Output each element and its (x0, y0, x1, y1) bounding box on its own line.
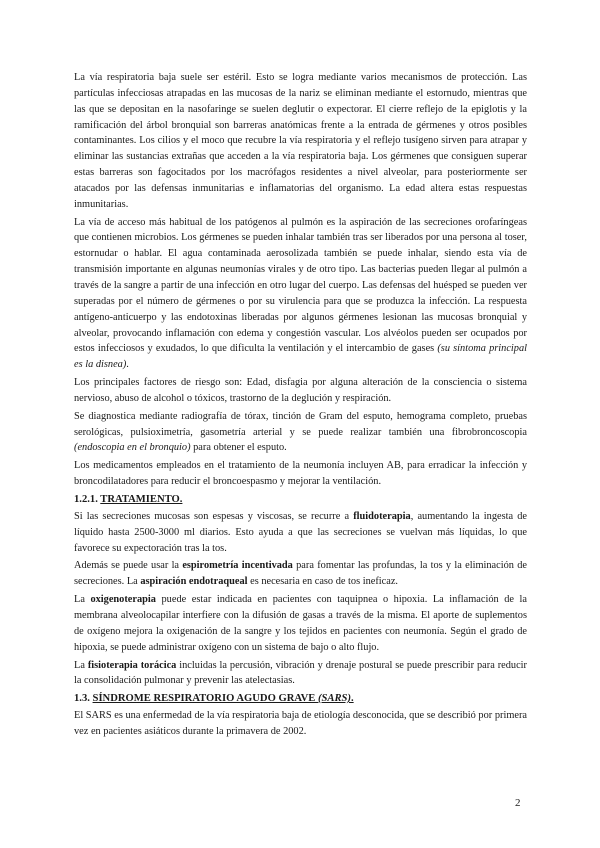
paragraph-oxigenoterapia (74, 592, 527, 655)
paragraph-risk-factors: Los principales factores de riesgo son: Edad, disfagia por alguna alteración de la consciencia o sistema nervioso, abuso de alcohol o tóxicos, trastorno de la deglución y respiración. (74, 377, 527, 404)
bold-term: aspiración endotraqueal (140, 576, 248, 588)
paragraph-text: Además se puede usar la (74, 560, 183, 572)
document-page (74, 70, 527, 742)
heading-title: TRATAMIENTO. (100, 493, 183, 505)
paragraph-medication: Los medicamentos empleados en el tratamiento de la neumonía incluyen AB, para erradicar la infección y broncodilatadores para reducir el broncoespasmo y mejorar la ventilación. (74, 460, 527, 488)
heading-number: 1.3. (74, 693, 93, 705)
paragraph-text: para obtener el esputo. (190, 442, 287, 454)
paragraph-sars: El SARS es una enfermedad de la vía respiratoria baja de etiología desconocida, que se describió por primera vez en pacientes asiáticos durante la primavera de 2002. (74, 710, 527, 738)
page-number: 2 (515, 797, 521, 809)
paragraph-fisioterapia (74, 658, 527, 690)
paragraph-text: incluidas la percusión, vibración y drenaje postural se puede prescribir para reducir la consolidación pulmonar y prevenir las atelectasias. (74, 659, 527, 687)
paragraph-text: La vía de acceso más habitual de los patógenos al pulmón es la aspiración de las secreciones orofaríngeas que contienen microbios. Los gérmenes se pueden inhalar también tras ser liberados por una persona al toser, estornudar o hablar. El agua contaminada aerosolizada también se puede inhalar, siendo esta vía de transmisión importante en algunas neumonías virales y de otro tipo. Las bacterias pueden llegar al pulmón a través de la sangre a partir de una infección en otro lugar del cuerpo. Las defensas del huésped se pueden ver superadas por el número de gérmenes o por su virulencia para que se produzca la infección. La respuesta antígeno-anticuerpo y las endotoxinas liberadas por algunos gérmenes lesionan las mucosas bronquial y alveolar, provocando inflamación con edema y congestión vascular. Los alvéolos pueden ser ocupados por estos infecciosos y exudados, lo que dificulta la ventilación y el intercambio de gases (74, 216, 527, 355)
heading-end: . (350, 693, 354, 705)
heading-title: SÍNDROME RESPIRATORIO AGUDO GRAVE (92, 693, 318, 705)
paragraph-text: Se diagnostica mediante radiografía de tórax, tinción de Gram del esputo, hemograma completo, pruebas serológicas, pulsioximetría, gasometría arterial y se puede realizar también una fibrobroncoscopia (74, 410, 527, 438)
paragraph-text: Si las secreciones mucosas son espesas y viscosas, se recurre a (74, 510, 354, 522)
italic-note: (endoscopia en el bronquio) (74, 442, 191, 454)
paragraph-diagnosis (74, 409, 527, 457)
heading-number: 1.2.1. (74, 493, 101, 505)
italic-note: (su síntoma principal es la disnea) (74, 343, 528, 371)
section-heading-sars (74, 691, 527, 707)
paragraph-defense-mechanisms: La vía respiratoria baja suele ser estéril. Esto se logra mediante varios mecanismos de protección. Las partículas infecciosas atrapadas en las mucosas de la nariz se eliminan mediante el estornudo, mientras que las que se depositan en la nasofaringe se suelen deglutir o expectorar. El cierre reflejo de la epiglotis y la ramificación del árbol bronquial son barreras anatómicas frente a la entrada de gérmenes y otros posibles contaminantes. Los cilios y el moco que recubre la vía respiratoria y el reflejo tusígeno sirven para atrapar y eliminar las sustancias extrañas que acceden a la vía respiratoria baja. Los gérmenes que consiguen superar estas barreras son fagocitados por los macrófagos residentes a nivel alveolar, para posteriormente ser atacados por las defensas inmunitarias e inflamatorias del organismo. La edad altera estas respuestas inmunitarias. (74, 72, 527, 210)
bold-term: espirometría incentivada (182, 560, 293, 572)
heading-abbreviation: (SARS) (318, 693, 351, 705)
bold-term: fluidoterapia (353, 510, 411, 522)
bold-term: oxigenoterapia (90, 594, 156, 606)
section-heading-tratamiento (74, 492, 527, 508)
paragraph-pathogen-access (74, 215, 527, 373)
paragraph-espirometria (74, 558, 527, 590)
paragraph-text: es necesaria en caso de tos ineficaz. (247, 576, 399, 588)
paragraph-text: para fomentar las profundas, la tos y la eliminación de secreciones. La (74, 560, 528, 588)
paragraph-fluidoterapia (74, 509, 527, 557)
paragraph-text: La (74, 594, 91, 606)
paragraph-text: , aumentando la ingesta de líquido hasta 2500-3000 ml diarios. Esto ayuda a que las secreciones se vuelvan más líquidas, lo que favorece su expectoración tras la tos. (74, 510, 527, 554)
paragraph-text: La (74, 659, 88, 671)
paragraph-text: puede estar indicada en pacientes con taquipnea o hipoxia. La inflamación de la membrana alveolocapilar interfiere con la difusión de gasas a través de la misma. El aporte de suplementos de oxígeno mejora la oxigenación de la sangre y los tejidos en pacientes con neumonía. Según el grado de hipoxia, se puede administrar oxígeno con un sistema de bajo o alto flujo. (74, 594, 527, 653)
bold-term: fisioterapia torácica (87, 659, 177, 671)
paragraph-text: . (126, 359, 129, 371)
